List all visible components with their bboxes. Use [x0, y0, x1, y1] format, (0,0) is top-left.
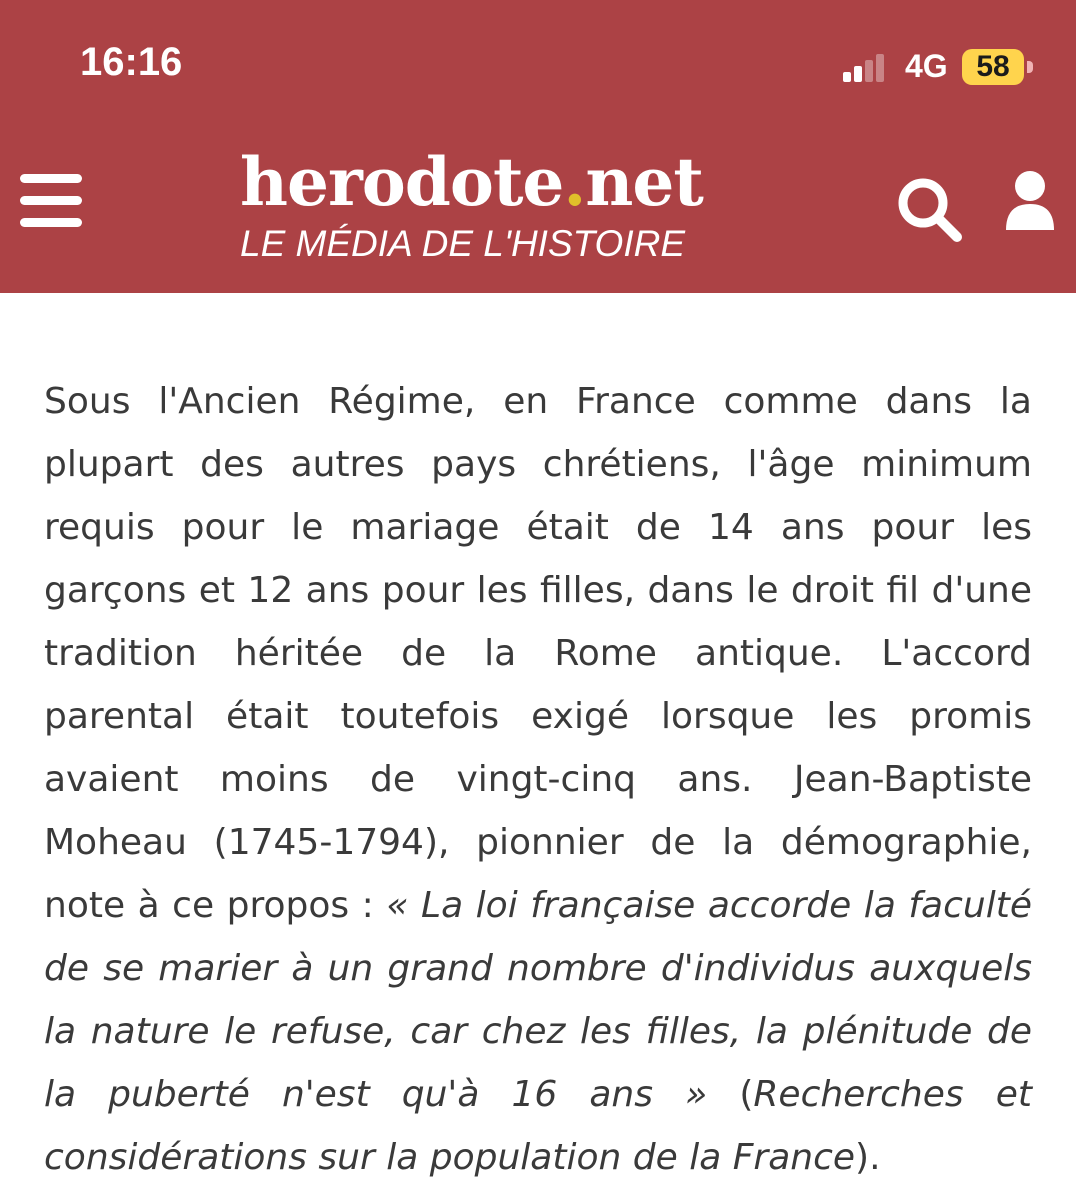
- source-suffix: ).: [855, 1137, 881, 1178]
- status-time: 16:16: [80, 40, 183, 84]
- search-icon[interactable]: [895, 175, 963, 243]
- source-prefix: (: [707, 1074, 754, 1115]
- brand-title: [240, 143, 703, 221]
- network-type: 4G: [905, 48, 948, 84]
- battery-tip-icon: [1027, 61, 1033, 73]
- source-title: Recherches et considérations sur la population de la France: [44, 1074, 1032, 1178]
- brand-name: herodote: [240, 143, 564, 221]
- brand-tagline: LE MÉDIA DE L'HISTOIRE: [240, 223, 686, 264]
- site-header: [0, 0, 1076, 293]
- brand-dot: .: [563, 143, 586, 221]
- article-body: [44, 370, 1032, 1189]
- article-intro: Sous l'Ancien Régime, en France comme dans la plupart des autres pays chrétiens, l'âge minimum requis pour le mariage était de 14 ans pour les garçons et 12 ans pour les filles, dans le droit fil d'une tradition héritée de la Rome antique. L'accord parental était toutefois exigé lorsque les promis avaient moins de vingt-cinq ans. Jean-Baptiste Moheau (1745-1794), pionnier de la démographie, note à ce propos :: [44, 381, 1032, 926]
- battery-icon: [962, 49, 1024, 85]
- site-logo[interactable]: [240, 143, 703, 266]
- battery-level: 58: [976, 50, 1010, 83]
- user-icon[interactable]: [1002, 168, 1058, 236]
- brand-tld: net: [585, 143, 703, 221]
- article-quote: « La loi française accorde la faculté de se marier à un grand nombre d'individus auxquels la nature le refuse, car chez les filles, la plénitude de la puberté n'est qu'à 16 ans »: [44, 885, 1032, 1115]
- hamburger-menu-icon[interactable]: [20, 174, 82, 228]
- cellular-signal-icon: [843, 52, 893, 82]
